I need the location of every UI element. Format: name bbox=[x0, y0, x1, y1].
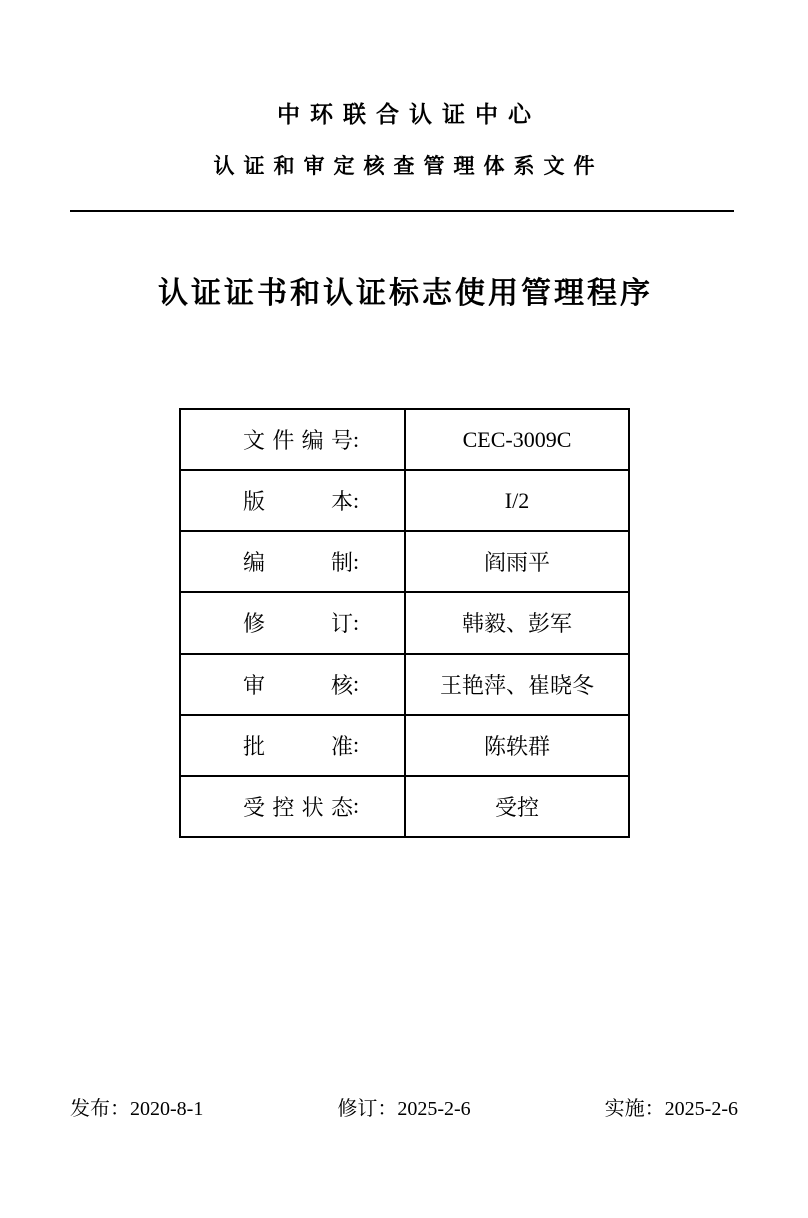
document-info-table bbox=[179, 408, 630, 838]
field-label-text: 审核 bbox=[243, 672, 353, 698]
field-label-text: 文件编号 bbox=[243, 428, 353, 454]
field-value: CEC-3009C bbox=[462, 426, 572, 452]
field-label bbox=[181, 593, 406, 652]
field-value: I/2 bbox=[504, 487, 530, 513]
table-row-revised-by bbox=[181, 591, 628, 652]
table-row-version bbox=[181, 469, 628, 530]
field-label-text: 修订 bbox=[243, 611, 353, 637]
field-label-colon: : bbox=[353, 548, 360, 574]
table-row-prepared-by bbox=[181, 530, 628, 591]
field-label-colon: : bbox=[353, 609, 360, 635]
field-label-text: 版本 bbox=[243, 489, 353, 515]
field-label-text: 编制 bbox=[243, 550, 353, 576]
table-row-doc-number bbox=[181, 410, 628, 469]
table-row-control-status bbox=[181, 775, 628, 836]
field-label-colon: : bbox=[353, 426, 360, 452]
field-label bbox=[181, 471, 406, 530]
horizontal-divider bbox=[70, 210, 734, 212]
table-row-approved-by bbox=[181, 714, 628, 775]
organization-name: 中环联合认证中心 bbox=[277, 102, 541, 127]
revision-date: 修订：2025-2-6 bbox=[337, 1098, 471, 1120]
field-label bbox=[181, 410, 406, 469]
field-label bbox=[181, 655, 406, 714]
field-value: 阎雨平 bbox=[483, 550, 550, 576]
field-label-colon: : bbox=[353, 487, 360, 513]
publish-date: 发布：2020-8-1 bbox=[70, 1098, 204, 1120]
field-value: 王艳萍、崔晓冬 bbox=[439, 672, 594, 698]
field-label bbox=[181, 532, 406, 591]
implementation-date: 实施：2025-2-6 bbox=[604, 1098, 738, 1120]
field-value: 陈轶群 bbox=[483, 733, 550, 759]
field-value: 受控 bbox=[494, 794, 539, 820]
field-label-colon: : bbox=[353, 732, 360, 758]
field-label bbox=[181, 777, 406, 836]
field-label-colon: : bbox=[353, 793, 360, 819]
field-label bbox=[181, 716, 406, 775]
table-row-reviewed-by bbox=[181, 653, 628, 714]
field-value: 韩毅、彭军 bbox=[461, 611, 572, 637]
field-label-text: 批准 bbox=[243, 733, 353, 759]
page-footer bbox=[70, 1092, 738, 1121]
management-system-doc-title: 认证和审定核查管理体系文件 bbox=[213, 154, 604, 178]
field-label-colon: : bbox=[353, 671, 360, 697]
field-label-text: 受控状态 bbox=[243, 794, 353, 820]
document-title: 认证证书和认证标志使用管理程序 bbox=[158, 277, 653, 310]
